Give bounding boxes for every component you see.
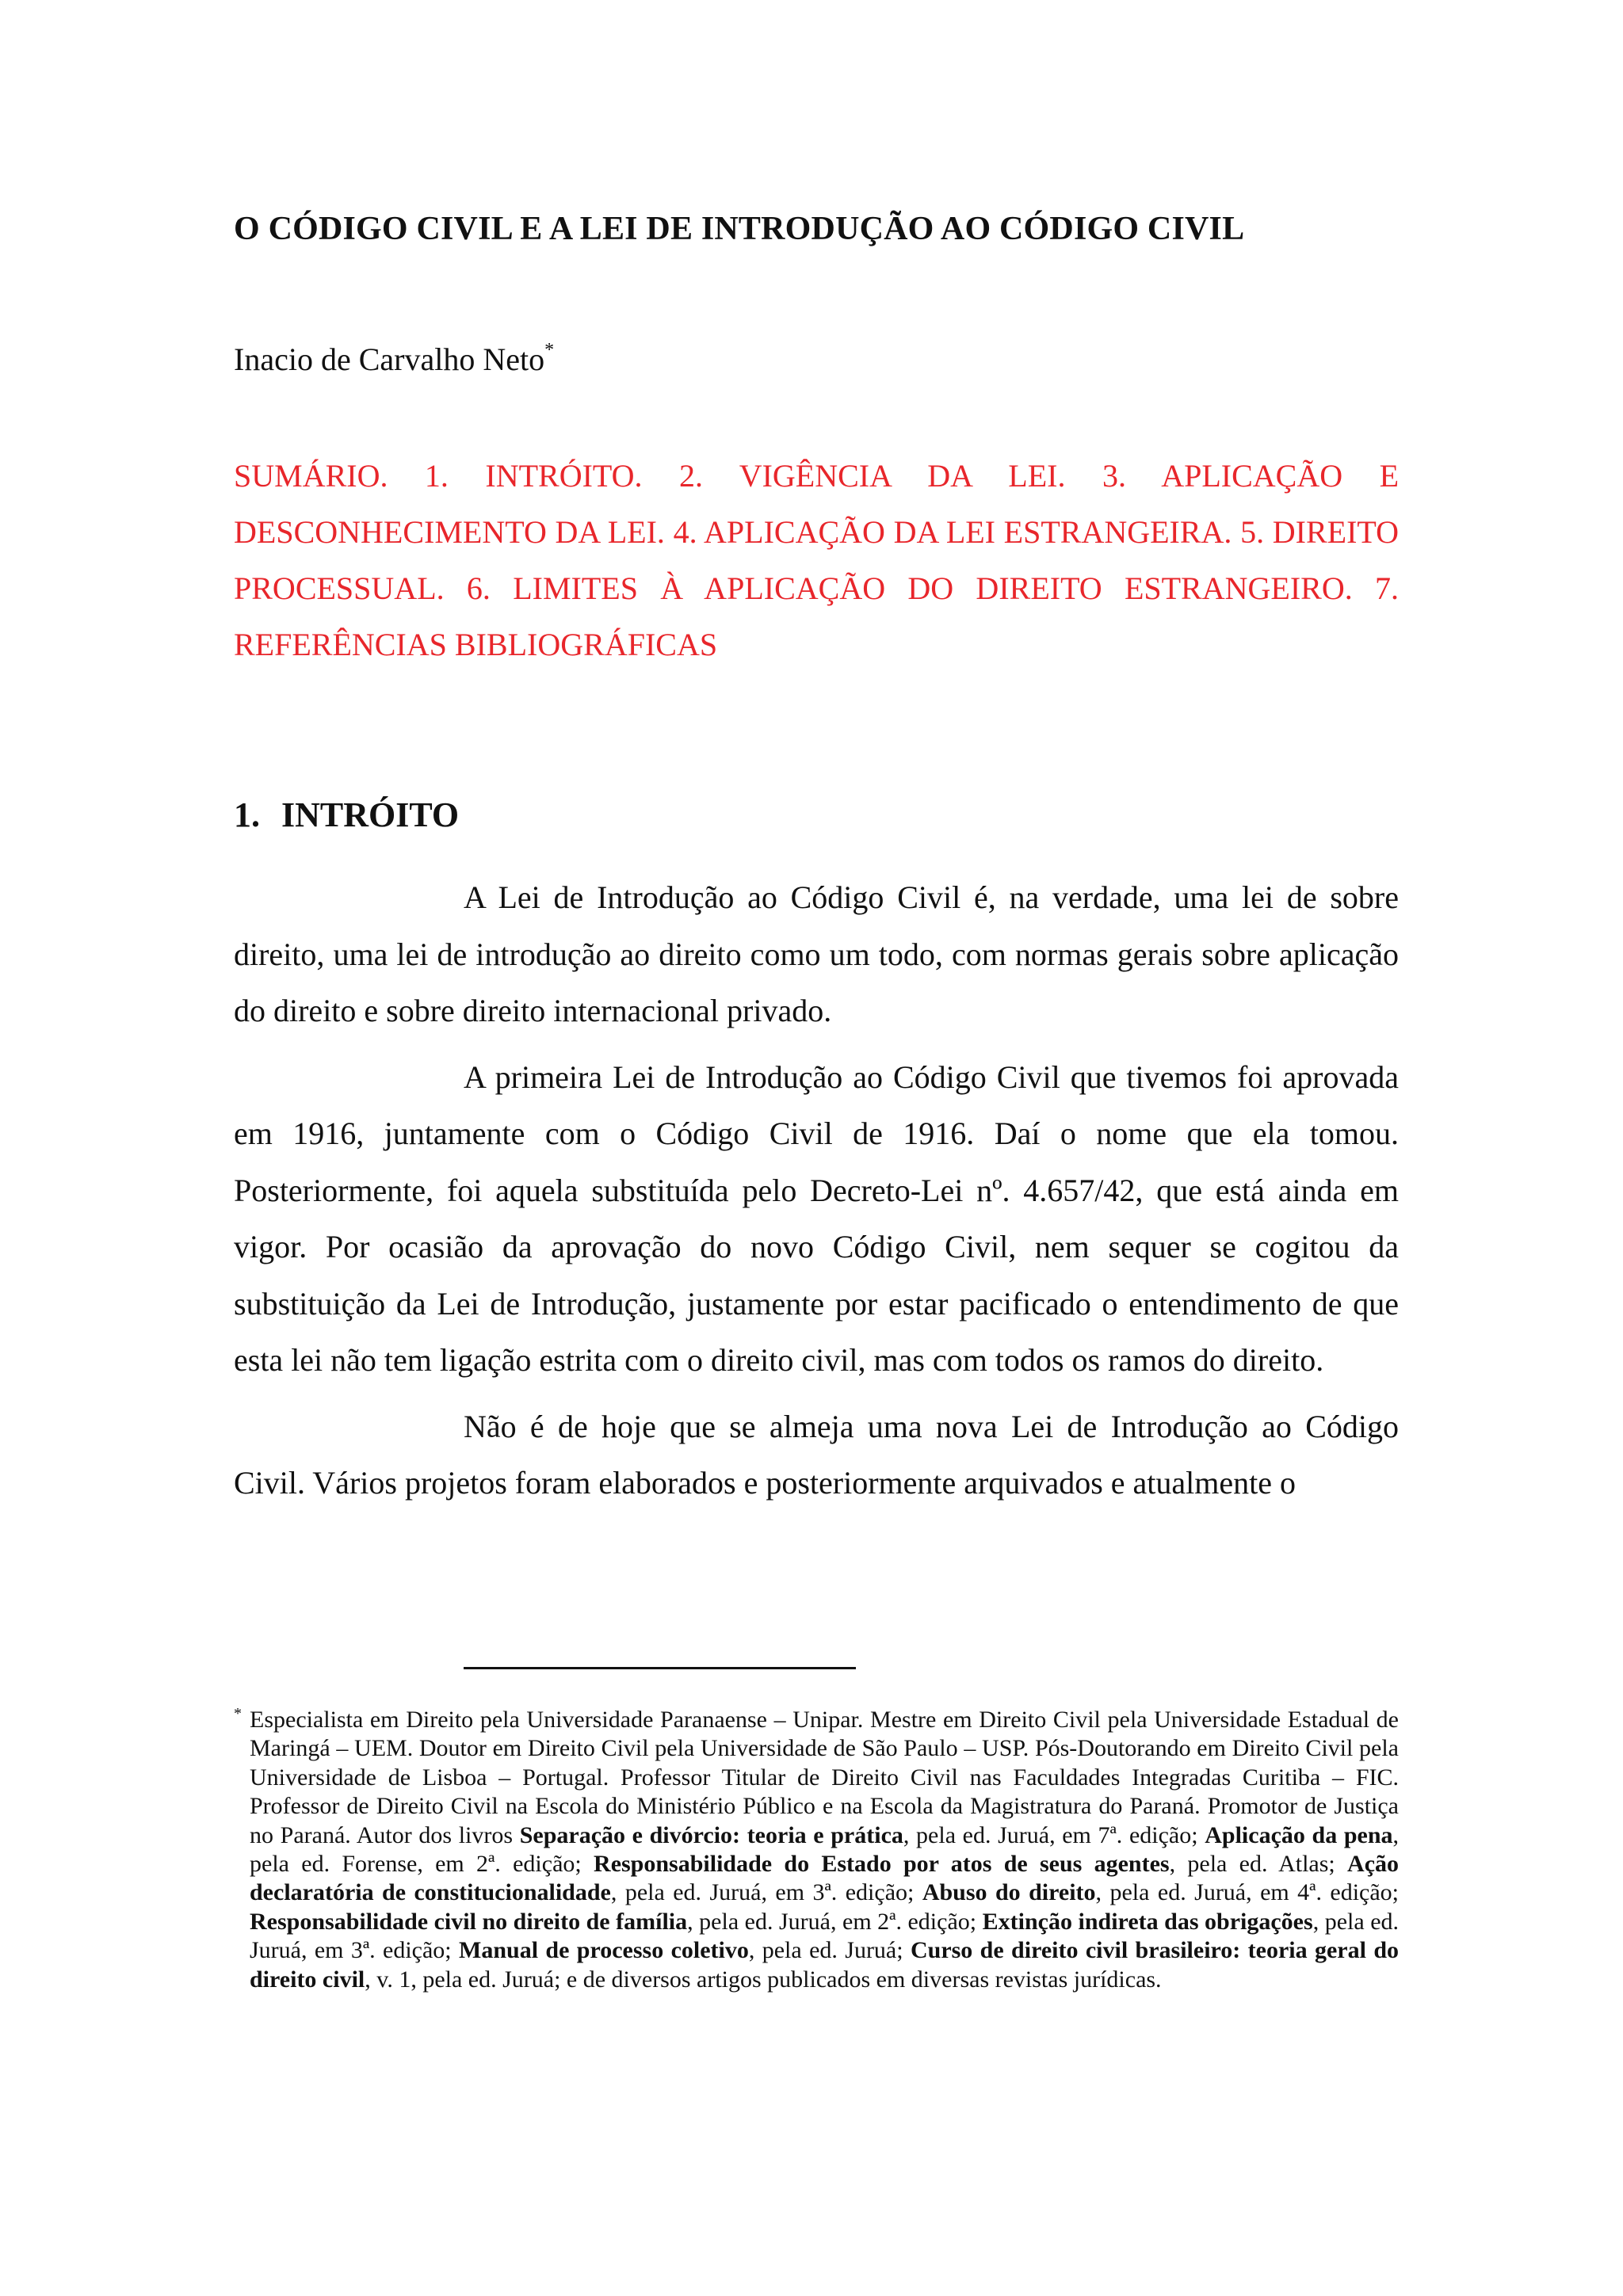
footnote-text-6: , pela ed. Juruá, em 4ª. edição; [1095, 1879, 1400, 1906]
book-title-3: Responsabilidade do Estado por atos de seus agentes [594, 1851, 1170, 1878]
book-title-4: Ação declaratória de constitucionalidade [250, 1851, 1400, 1906]
book-title-7: Extinção indireta das obrigações [982, 1908, 1313, 1935]
book-title-2: Aplicação da pena [1205, 1821, 1393, 1848]
footnote-text-10: , v. 1, pela ed. Juruá; e de diversos artigos publicados em diversas revistas jurídicas. [365, 1966, 1162, 1993]
document-page [234, 0, 1399, 2296]
author-line [234, 341, 554, 378]
footnote-mark: * [234, 1705, 242, 1722]
book-title-9: Curso de direito civil brasileiro: teoria geral do direito civil [250, 1937, 1400, 1993]
paragraph-2: A primeira Lei de Introdução ao Código Civil que tivemos foi aprovada em 1916, juntamente com o Código Civil de 1916. Daí o nome que ela tomou. Posteriormente, foi aquela substituída pelo Decreto-Lei nº. 4.657/42, que está ainda em vigor. Por ocasião da aprovação do novo Código Civil, nem sequer se cogitou da substituição da Lei de Introdução, justamente por estar pacificado o entendimento de que esta lei não tem ligação estrita com o direito civil, mas com todos os ramos do direito. [234, 1058, 1399, 1378]
section-heading [234, 795, 459, 835]
author-footnote-mark[interactable]: * [544, 339, 555, 360]
paragraph-1: A Lei de Introdução ao Código Civil é, na verdade, uma lei de sobre direito, uma lei de introdução ao direito como um todo, com normas gerais sobre aplicação do direito e sobre direito internacional privado. [234, 879, 1399, 1028]
footnote [234, 1706, 1399, 1994]
book-title-6: Responsabilidade civil no direito de família [250, 1908, 688, 1935]
footnote-text-4: , pela ed. Atlas; [1169, 1851, 1335, 1878]
footnote-text-9: , pela ed. Juruá; [748, 1937, 903, 1964]
document-title: O CÓDIGO CIVIL E A LEI DE INTRODUÇÃO AO CÓDIGO CIVIL [234, 211, 1245, 247]
paragraph-3: Não é de hoje que se almeja uma nova Lei de Introdução ao Código Civil. Vários projetos foram elaborados e posteriormente arquivados e atualmente o [234, 1408, 1399, 1501]
footnote-text-7: , pela ed. Juruá, em 2ª. edição; [687, 1908, 977, 1935]
footnote-text-3: , pela ed. Forense, em 2ª. edição; [250, 1821, 1400, 1878]
book-title-5: Abuso do direito [922, 1879, 1096, 1906]
footnote-separator [464, 1667, 856, 1669]
footnote-text-1: Especialista em Direito pela Universidade Paranaense – Unipar. Mestre em Direito Civil pela Universidade Estadual de Maringá – UEM. Doutor em Direito Civil pela Universidade de São Paulo – USP. Pós-Doutorando em Direito Civil pela Universidade de Lisboa – Portugal. Professor Titular de Direito Civil nas Faculdades Integradas Curitiba – FIC. Professor de Direito Civil na Escola do Ministério Público e na Escola da Magistratura do Paraná. Promotor de Justiça no Paraná. Autor dos livros [250, 1707, 1399, 1848]
book-title-8: Manual de processo coletivo [459, 1937, 749, 1964]
body-text [234, 869, 1399, 1521]
footnote-text-8: , pela ed. Juruá, em 3ª. edição; [250, 1908, 1400, 1964]
footnote-text-2: , pela ed. Juruá, em 7ª. edição; [903, 1821, 1198, 1848]
section-number: 1. [234, 795, 260, 834]
section-title: INTRÓITO [281, 795, 460, 834]
summary: SUMÁRIO. 1. INTRÓITO. 2. VIGÊNCIA DA LEI. 3. APLICAÇÃO E DESCONHECIMENTO DA LEI. 4. APLICAÇÃO DA LEI ESTRANGEIRA. 5. DIREITO PROCESSUAL. 6. LIMITES À APLICAÇÃO DO DIREITO ESTRANGEIRO. 7. REFERÊNCIAS BIBLIOGRÁFICAS [234, 458, 1399, 662]
author-name: Inacio de Carvalho Neto [234, 341, 545, 377]
footnote-text-5: , pela ed. Juruá, em 3ª. edição; [610, 1879, 915, 1906]
book-title-1: Separação e divórcio: teoria e prática [519, 1821, 903, 1848]
